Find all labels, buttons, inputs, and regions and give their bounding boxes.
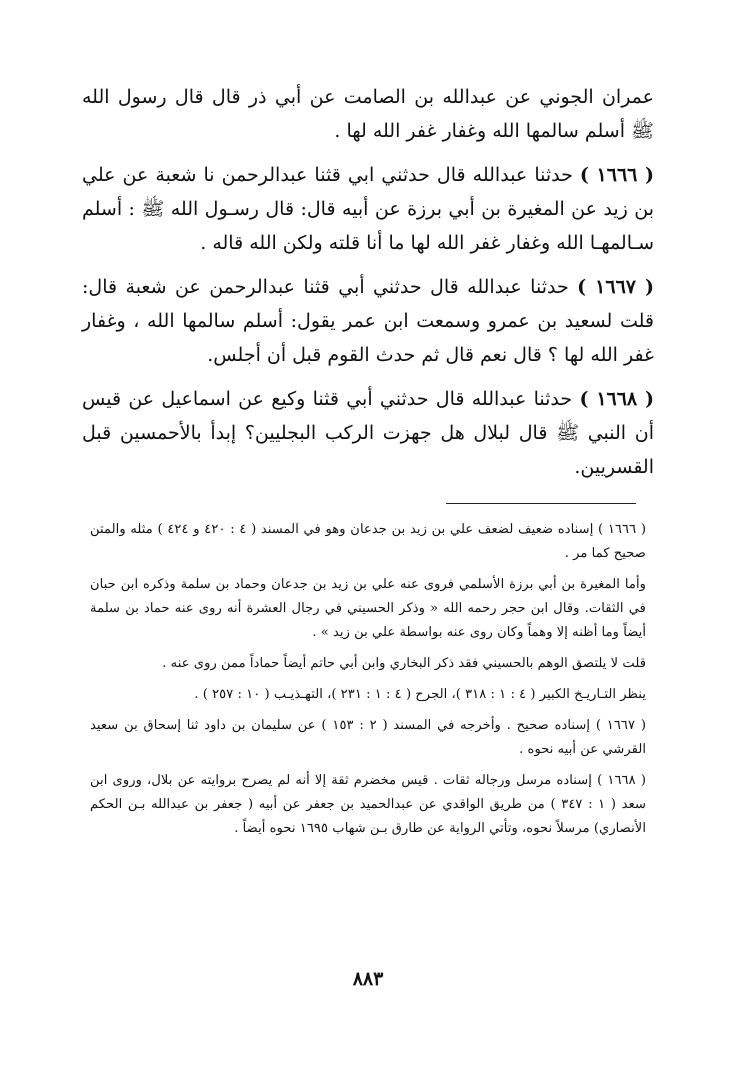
main-text (82, 80, 654, 494)
page-number: ٨٨٣ (352, 968, 384, 990)
hadith-text: حدثنا عبدالله قال حدثني ابي قثنا عبدالرحمن نا شعبة عن علي بن زيد عن المغيرة بن أبي برزة عن أبيه قال: قال رسـول الله ﷺ : أسلم سـالمهـا الله وغفار غفر الله لها ما أنا قلته ولكن الله قاله . (82, 164, 654, 254)
footnote: وأما المغيرة بن أبي برزة الأسلمي فروى عنه علي بن زيد بن جدعان وحماد بن سلمة وذكره ابن حبان في الثقات. وقال ابن حجر رحمه الله « وذكر الحسيني في رجال العشرة أنه روى عنه حماد بن سلمة أيضاً وما أظنه إلا وهماً وكان روى عنه بواسطة علي بن زيد » . (90, 577, 646, 640)
hadith-paragraph (82, 80, 654, 148)
footnotes (90, 518, 646, 848)
hadith-number: ( ١٦٦٨ ) (579, 388, 654, 410)
footnote: ( ١٦٦٦ ) إسناده ضعيف لضعف علي بن زيد بن جدعان وهو في المسند ( ٤ : ٤٢٠ و ٤٢٤ ) مثله والمتن صحيح كما مر . (90, 522, 646, 561)
footnote: قلت لا يلتصق الوهم بالحسيني فقد ذكر البخاري وابن أبي حاتم أيضاً حماداً ممن روى عنه . (162, 656, 646, 671)
hadith-number: ( ١٦٦٦ ) (579, 164, 654, 186)
hadith-paragraph (82, 270, 654, 372)
footnote-divider (446, 503, 636, 504)
hadith-number: ( ١٦٦٧ ) (577, 276, 655, 298)
hadith-text: حدثنا عبدالله قال حدثني أبي قثنا عبدالرحمن عن شعبة قال: قلت لسعيد بن عمرو وسمعت ابن عمر يقول: أسلم سالمها الله ، وغفار غفر الله لها ؟ قال نعم قال ثم حدث القوم قبل أن أجلس. (82, 276, 654, 366)
hadith-text: عمران الجوني عن عبدالله بن الصامت عن أبي ذر قال قال رسول الله ﷺ أسلم سالمها الله وغفار غفر الله لها . (82, 86, 654, 142)
footnote: ( ١٦٦٧ ) إسناده صحيح . وأخرجه في المسند ( ٢ : ١٥٣ ) عن سليمان بن داود ثنا إسحاق بن سعيد القرشي عن أبيه نحوه . (90, 718, 647, 757)
footnote: ينظر التـاريـخ الكبير ( ٤ : ١ : ٣١٨ )، الجرح ( ٤ : ١ : ٢٣١ )، التهـذيـب ( ١٠ : ٢٥٧ ) . (194, 687, 646, 702)
hadith-paragraph (82, 382, 654, 484)
footnote: ( ١٦٦٨ ) إسناده مرسل ورجاله ثقات . قيس مخضرم ثقة إلا أنه لم يصرح بروايته عن بلال، وروى ابن سعد ( ١ : ٣٤٧ ) من طريق الواقدي عن عبدالحميد بن جعفر عن أبيه ( جعفر بن عبدالله بـن الحكم الأنصاري) مرسلاً نحوه، وتأتي الرواية عن طارق بـن شهاب ١٦٩٥ نحوه أيضاً . (90, 773, 646, 836)
hadith-text: حدثنا عبدالله قال حدثني أبي قثنا وكيع عن اسماعيل عن قيس أن النبي ﷺ قال لبلال هل جهزت الركب البجليين؟ إبدأ بالأحمسين قبل القسريين. (82, 388, 654, 478)
hadith-paragraph (82, 158, 654, 260)
